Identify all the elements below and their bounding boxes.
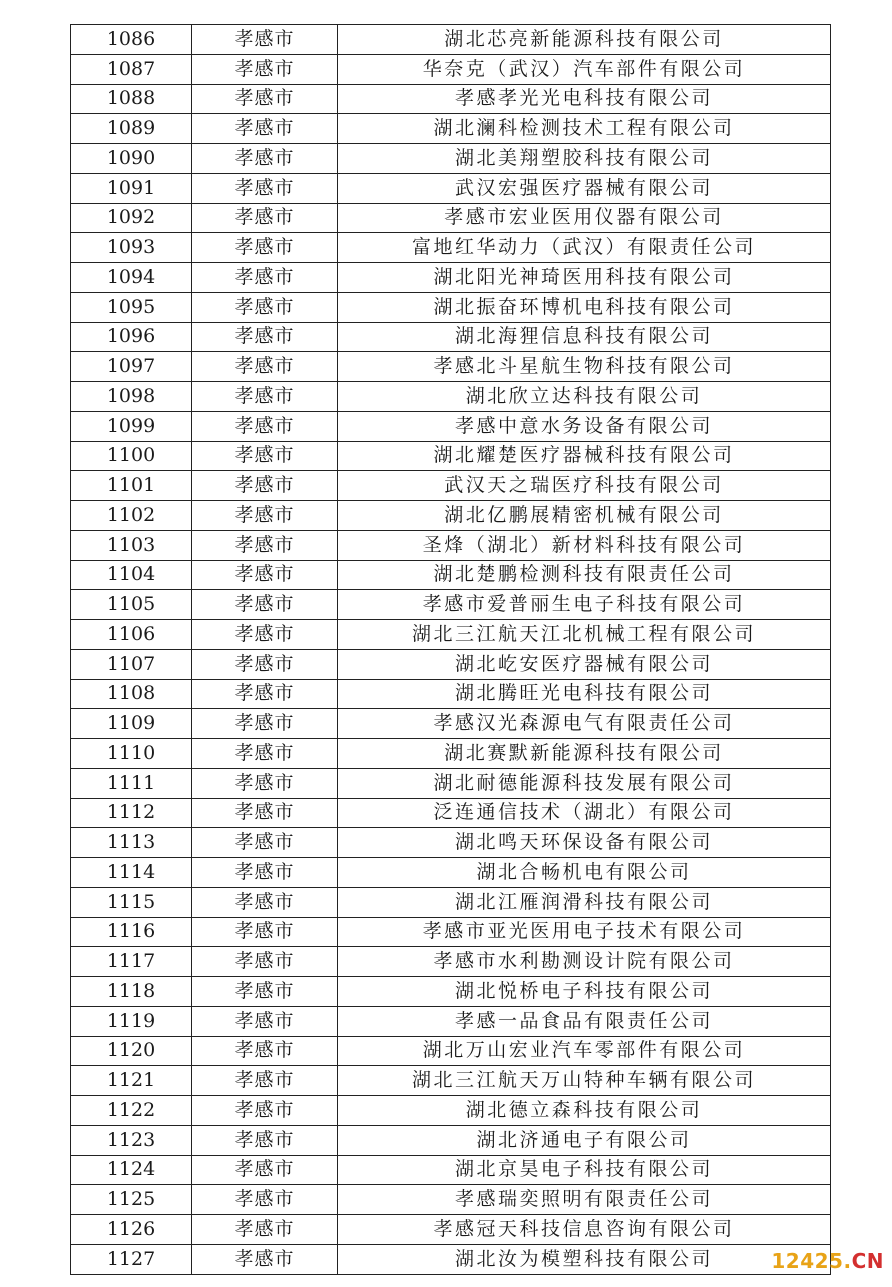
city-cell: 孝感市 [192,1244,338,1274]
row-number-cell: 1110 [71,739,192,769]
table-row [71,263,831,293]
company-name-cell: 湖北阳光神琦医用科技有限公司 [338,263,831,293]
company-name-cell: 湖北悦桥电子科技有限公司 [338,977,831,1007]
company-name-cell: 湖北振奋环博机电科技有限公司 [338,292,831,322]
company-name-cell: 孝感北斗星航生物科技有限公司 [338,352,831,382]
table-row [71,1096,831,1126]
watermark-suffix: CN [851,1249,884,1273]
row-number-cell: 1096 [71,322,192,352]
row-number-cell: 1095 [71,292,192,322]
company-name-cell: 湖北汝为模塑科技有限公司 [338,1244,831,1274]
table-row [71,54,831,84]
table-row [71,292,831,322]
company-name-cell: 孝感市宏业医用仪器有限公司 [338,203,831,233]
table-row [71,768,831,798]
row-number-cell: 1118 [71,977,192,1007]
company-name-cell: 湖北耀楚医疗器械科技有限公司 [338,441,831,471]
company-name-cell: 湖北芯亮新能源科技有限公司 [338,25,831,55]
row-number-cell: 1097 [71,352,192,382]
row-number-cell: 1093 [71,233,192,263]
city-cell: 孝感市 [192,233,338,263]
table-row [71,798,831,828]
table-row [71,560,831,590]
row-number-cell: 1106 [71,620,192,650]
city-cell: 孝感市 [192,1215,338,1245]
city-cell: 孝感市 [192,114,338,144]
table-row [71,441,831,471]
company-name-cell: 湖北楚鹏检测科技有限责任公司 [338,560,831,590]
city-cell: 孝感市 [192,1096,338,1126]
city-cell: 孝感市 [192,501,338,531]
city-cell: 孝感市 [192,144,338,174]
row-number-cell: 1094 [71,263,192,293]
company-name-cell: 泛连通信技术（湖北）有限公司 [338,798,831,828]
row-number-cell: 1099 [71,411,192,441]
company-name-cell: 湖北万山宏业汽车零部件有限公司 [338,1036,831,1066]
city-cell: 孝感市 [192,858,338,888]
row-number-cell: 1116 [71,917,192,947]
city-cell: 孝感市 [192,798,338,828]
row-number-cell: 1090 [71,144,192,174]
row-number-cell: 1111 [71,768,192,798]
company-name-cell: 湖北美翔塑胶科技有限公司 [338,144,831,174]
company-name-cell: 华奈克（武汉）汽车部件有限公司 [338,54,831,84]
company-name-cell: 湖北济通电子有限公司 [338,1125,831,1155]
table-row [71,203,831,233]
site-watermark-logo [771,1249,884,1273]
table-row [71,25,831,55]
company-name-cell: 富地红华动力（武汉）有限责任公司 [338,233,831,263]
table-row [71,1185,831,1215]
city-cell: 孝感市 [192,352,338,382]
company-name-cell: 湖北赛默新能源科技有限公司 [338,739,831,769]
city-cell: 孝感市 [192,84,338,114]
table-row [71,1006,831,1036]
row-number-cell: 1127 [71,1244,192,1274]
table-row [71,173,831,203]
city-cell: 孝感市 [192,828,338,858]
city-cell: 孝感市 [192,739,338,769]
city-cell: 孝感市 [192,768,338,798]
city-cell: 孝感市 [192,54,338,84]
city-cell: 孝感市 [192,441,338,471]
company-name-cell: 孝感一品食品有限责任公司 [338,1006,831,1036]
city-cell: 孝感市 [192,887,338,917]
city-cell: 孝感市 [192,25,338,55]
row-number-cell: 1101 [71,471,192,501]
company-name-cell: 湖北合畅机电有限公司 [338,858,831,888]
table-row [71,709,831,739]
city-cell: 孝感市 [192,203,338,233]
row-number-cell: 1115 [71,887,192,917]
table-row [71,84,831,114]
row-number-cell: 1113 [71,828,192,858]
city-cell: 孝感市 [192,471,338,501]
row-number-cell: 1104 [71,560,192,590]
company-name-cell: 湖北澜科检测技术工程有限公司 [338,114,831,144]
table-row [71,739,831,769]
company-name-cell: 湖北海狸信息科技有限公司 [338,322,831,352]
row-number-cell: 1114 [71,858,192,888]
table-row [71,679,831,709]
company-name-cell: 湖北欣立达科技有限公司 [338,382,831,412]
row-number-cell: 1107 [71,649,192,679]
company-name-cell: 湖北京昊电子科技有限公司 [338,1155,831,1185]
company-name-cell: 湖北三江航天江北机械工程有限公司 [338,620,831,650]
city-cell: 孝感市 [192,560,338,590]
table-body [71,25,831,1275]
city-cell: 孝感市 [192,173,338,203]
table-row [71,352,831,382]
row-number-cell: 1112 [71,798,192,828]
table-row [71,1036,831,1066]
company-name-cell: 孝感孝光光电科技有限公司 [338,84,831,114]
city-cell: 孝感市 [192,530,338,560]
row-number-cell: 1100 [71,441,192,471]
row-number-cell: 1122 [71,1096,192,1126]
city-cell: 孝感市 [192,1066,338,1096]
table-row [71,144,831,174]
row-number-cell: 1121 [71,1066,192,1096]
table-row [71,1215,831,1245]
company-name-cell: 湖北腾旺光电科技有限公司 [338,679,831,709]
row-number-cell: 1102 [71,501,192,531]
company-name-cell: 湖北江雁润滑科技有限公司 [338,887,831,917]
city-cell: 孝感市 [192,1006,338,1036]
table-row [71,1155,831,1185]
table-row [71,917,831,947]
company-name-cell: 孝感汉光森源电气有限责任公司 [338,709,831,739]
city-cell: 孝感市 [192,947,338,977]
row-number-cell: 1126 [71,1215,192,1245]
city-cell: 孝感市 [192,322,338,352]
table-row [71,1066,831,1096]
city-cell: 孝感市 [192,709,338,739]
city-cell: 孝感市 [192,382,338,412]
row-number-cell: 1103 [71,530,192,560]
table-row [71,947,831,977]
company-name-cell: 圣烽（湖北）新材料科技有限公司 [338,530,831,560]
watermark-number: 12425 [771,1249,844,1273]
company-name-cell: 孝感市爱普丽生电子科技有限公司 [338,590,831,620]
table-row [71,530,831,560]
table-row [71,620,831,650]
city-cell: 孝感市 [192,292,338,322]
row-number-cell: 1092 [71,203,192,233]
table-row [71,590,831,620]
row-number-cell: 1091 [71,173,192,203]
table-row [71,322,831,352]
row-number-cell: 1089 [71,114,192,144]
table-row [71,649,831,679]
city-cell: 孝感市 [192,590,338,620]
row-number-cell: 1109 [71,709,192,739]
table-row [71,977,831,1007]
city-cell: 孝感市 [192,1036,338,1066]
city-cell: 孝感市 [192,1125,338,1155]
table-row [71,114,831,144]
row-number-cell: 1108 [71,679,192,709]
row-number-cell: 1105 [71,590,192,620]
company-name-cell: 孝感冠天科技信息咨询有限公司 [338,1215,831,1245]
company-name-cell: 孝感瑞奕照明有限责任公司 [338,1185,831,1215]
row-number-cell: 1088 [71,84,192,114]
table-row [71,1125,831,1155]
table-row [71,411,831,441]
company-name-cell: 武汉天之瑞医疗科技有限公司 [338,471,831,501]
table-row [71,1244,831,1274]
company-name-cell: 孝感市亚光医用电子技术有限公司 [338,917,831,947]
city-cell: 孝感市 [192,1185,338,1215]
company-name-cell: 湖北鸣天环保设备有限公司 [338,828,831,858]
row-number-cell: 1119 [71,1006,192,1036]
company-name-cell: 武汉宏强医疗器械有限公司 [338,173,831,203]
company-name-cell: 孝感市水利勘测设计院有限公司 [338,947,831,977]
table-row [71,471,831,501]
company-name-cell: 孝感中意水务设备有限公司 [338,411,831,441]
table-row [71,828,831,858]
city-cell: 孝感市 [192,263,338,293]
company-list-table [70,24,831,1275]
row-number-cell: 1120 [71,1036,192,1066]
company-name-cell: 湖北屹安医疗器械有限公司 [338,649,831,679]
city-cell: 孝感市 [192,977,338,1007]
watermark-dot: . [843,1249,852,1273]
city-cell: 孝感市 [192,679,338,709]
city-cell: 孝感市 [192,411,338,441]
table-row [71,233,831,263]
row-number-cell: 1087 [71,54,192,84]
city-cell: 孝感市 [192,917,338,947]
city-cell: 孝感市 [192,649,338,679]
row-number-cell: 1117 [71,947,192,977]
row-number-cell: 1124 [71,1155,192,1185]
company-name-cell: 湖北亿鹏展精密机械有限公司 [338,501,831,531]
row-number-cell: 1086 [71,25,192,55]
company-name-cell: 湖北三江航天万山特种车辆有限公司 [338,1066,831,1096]
company-name-cell: 湖北耐德能源科技发展有限公司 [338,768,831,798]
row-number-cell: 1123 [71,1125,192,1155]
city-cell: 孝感市 [192,1155,338,1185]
table-row [71,858,831,888]
table-row [71,382,831,412]
table-row [71,887,831,917]
city-cell: 孝感市 [192,620,338,650]
company-name-cell: 湖北德立森科技有限公司 [338,1096,831,1126]
table-row [71,501,831,531]
row-number-cell: 1125 [71,1185,192,1215]
row-number-cell: 1098 [71,382,192,412]
